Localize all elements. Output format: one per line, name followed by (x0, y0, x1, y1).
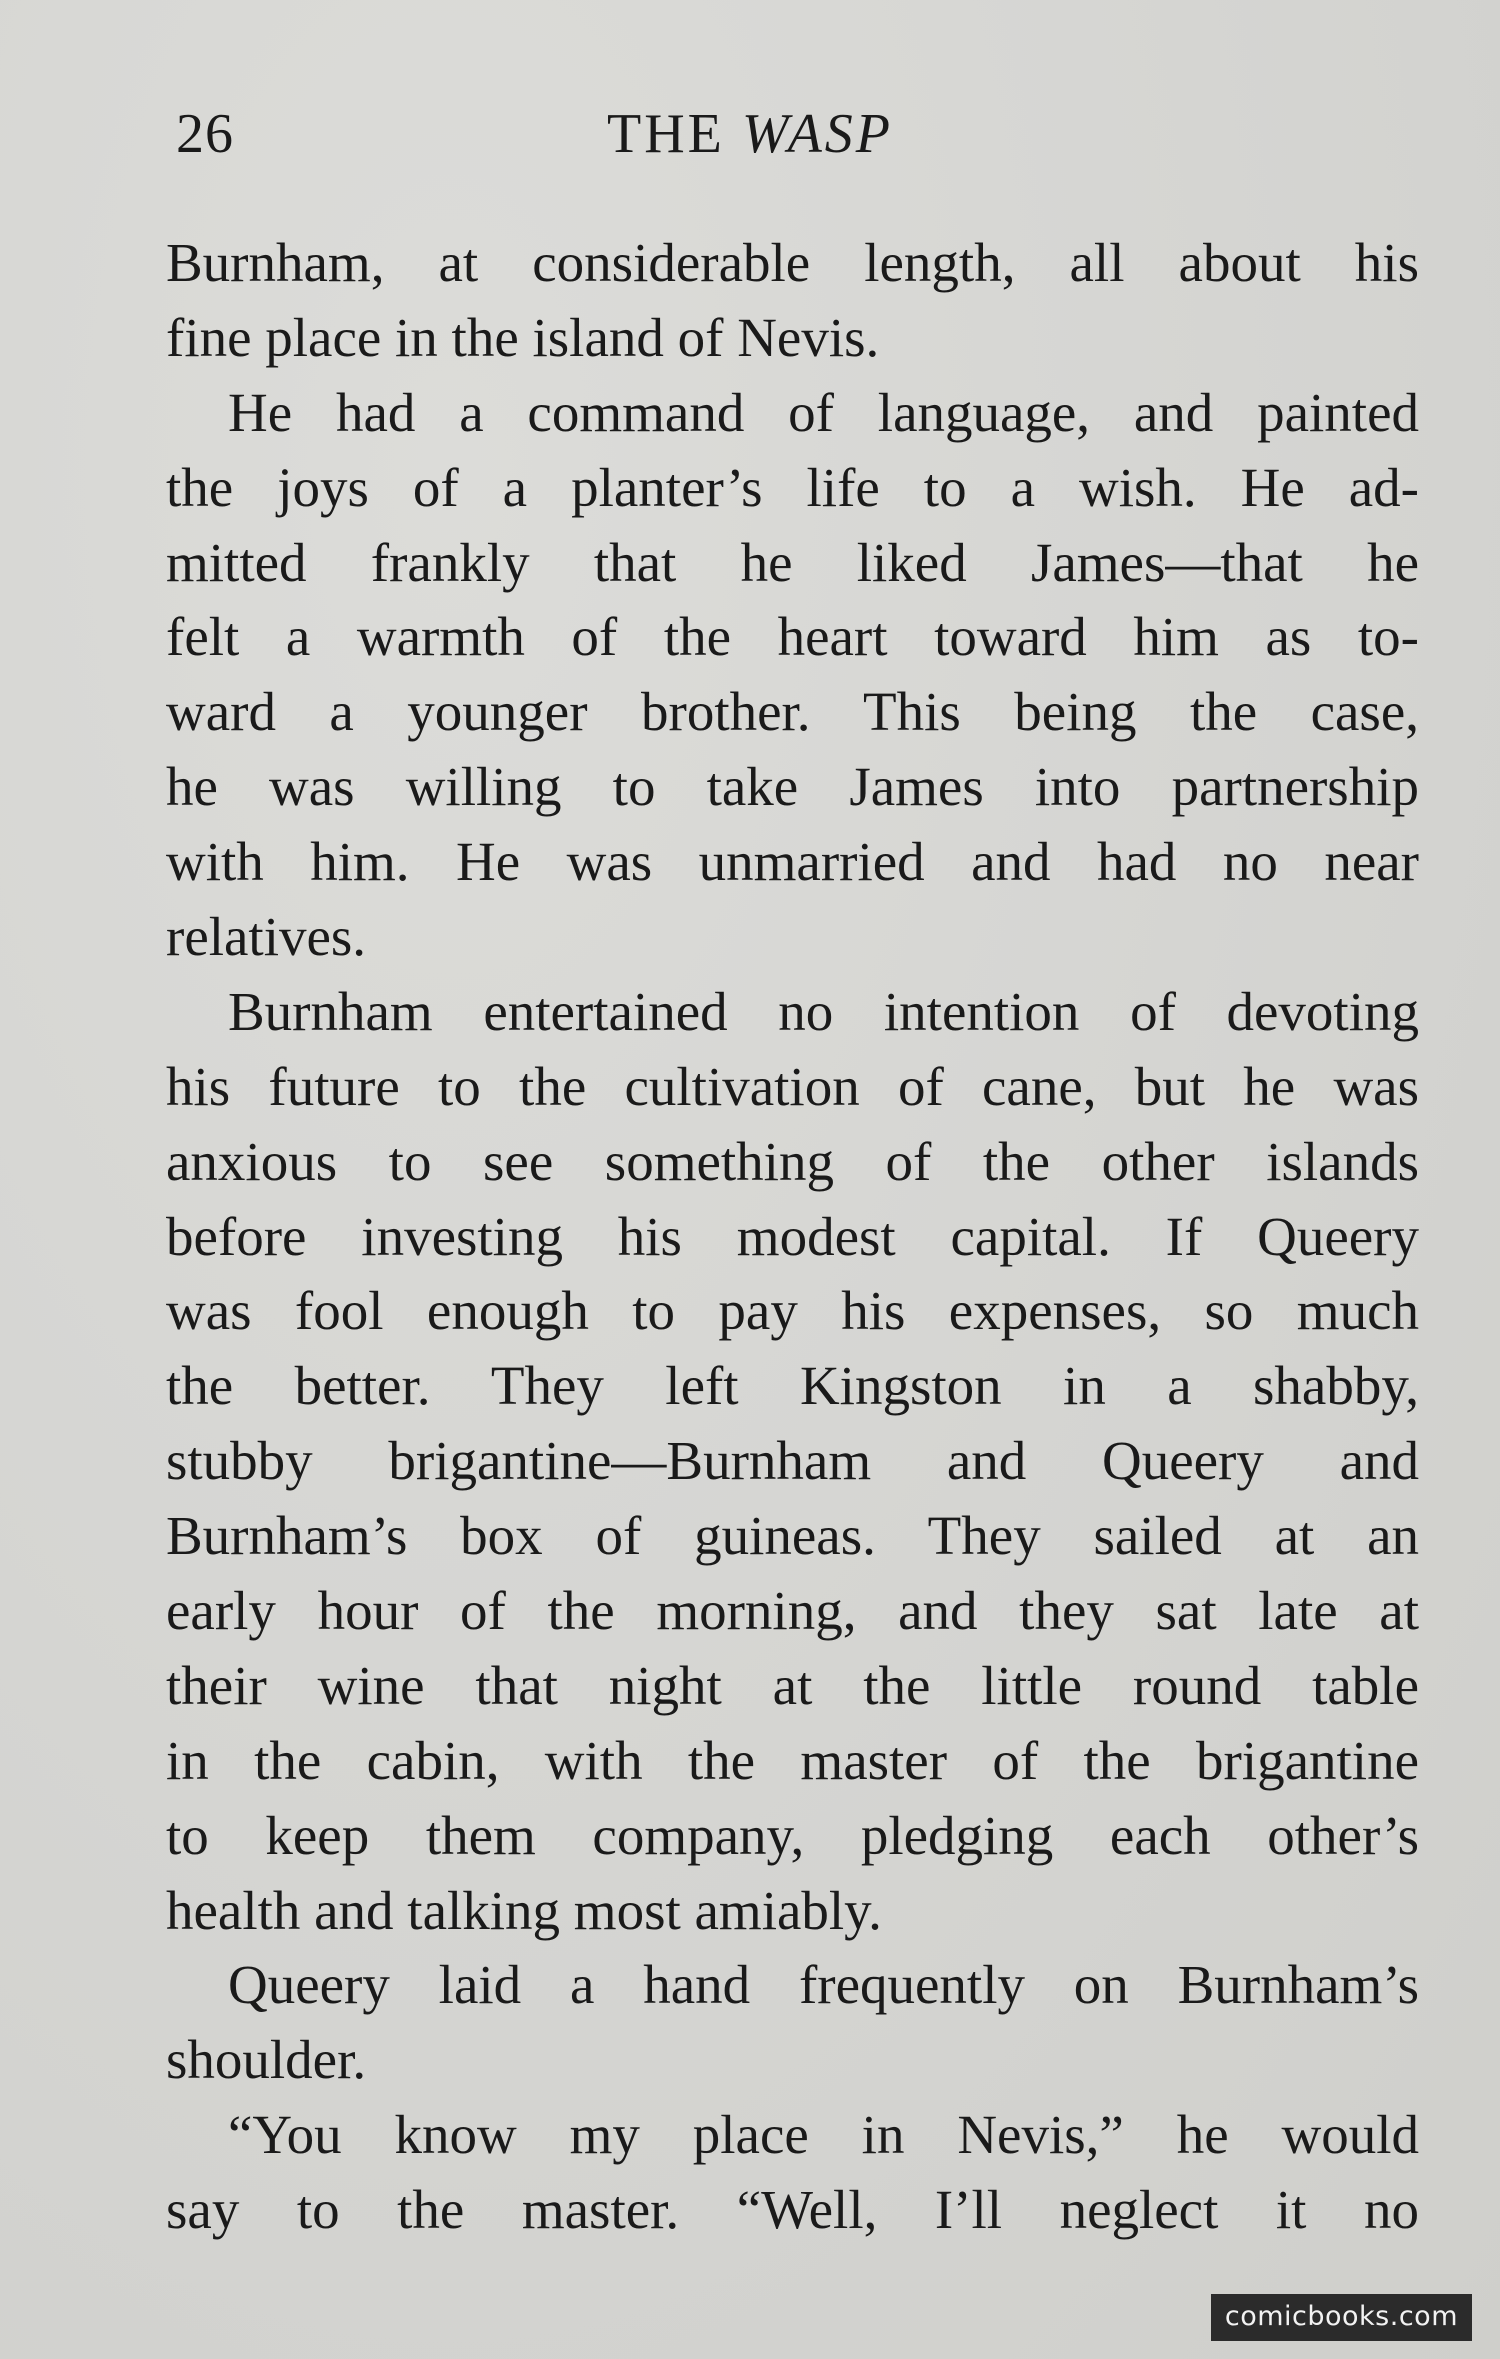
text-line: ward a younger brother. This being the case, (166, 681, 1419, 743)
text-line: He had a command of language, and painted (228, 381, 1419, 443)
running-head-prefix: THE (606, 103, 742, 165)
text-line: relatives. (166, 906, 367, 968)
text-line: shoulder. (166, 2029, 367, 2091)
text-line: Burnham’s box of guineas. They sailed at an (166, 1505, 1419, 1567)
page-number: 26 (176, 103, 234, 165)
text-line: anxious to see something of the other islands (166, 1130, 1419, 1192)
text-line: Burnham, at considerable length, all about his (166, 232, 1419, 293)
text-line: Queery laid a hand frequently on Burnham’s (228, 1954, 1419, 2016)
text-line: felt a warmth of the heart toward him as to- (166, 606, 1419, 668)
running-head (0, 103, 1500, 165)
watermark-badge: comicbooks.com (1211, 2294, 1472, 2341)
text-line: the joys of a planter’s life to a wish. He ad- (166, 456, 1419, 518)
text-line: to keep them company, pledging each other’s (166, 1804, 1419, 1866)
text-line: in the cabin, with the master of the brigantine (166, 1729, 1419, 1791)
text-line: their wine that night at the little round table (166, 1654, 1419, 1716)
running-head-italic-title: WASP (741, 103, 893, 165)
text-line: he was willing to take James into partnership (166, 756, 1419, 818)
text-line: say to the master. “Well, I’ll neglect it no (166, 2179, 1419, 2241)
text-line: the better. They left Kingston in a shabby, (166, 1355, 1419, 1417)
text-line: before investing his modest capital. If Queery (166, 1205, 1419, 1267)
text-line: with him. He was unmarried and had no near (166, 831, 1419, 893)
text-line: stubby brigantine—Burnham and Queery and (166, 1430, 1419, 1492)
text-line: was fool enough to pay his expenses, so much (166, 1280, 1419, 1342)
text-line: fine place in the island of Nevis. (166, 306, 880, 368)
text-line: early hour of the morning, and they sat late at (166, 1580, 1419, 1642)
text-line: “You know my place in Nevis,” he would (228, 2104, 1419, 2166)
text-line: his future to the cultivation of cane, but he was (166, 1055, 1419, 1117)
text-line: health and talking most amiably. (166, 1879, 882, 1941)
text-line: mitted frankly that he liked James—that he (166, 531, 1419, 593)
text-line: Burnham entertained no intention of devoting (228, 980, 1419, 1042)
body-text (166, 226, 1419, 2248)
